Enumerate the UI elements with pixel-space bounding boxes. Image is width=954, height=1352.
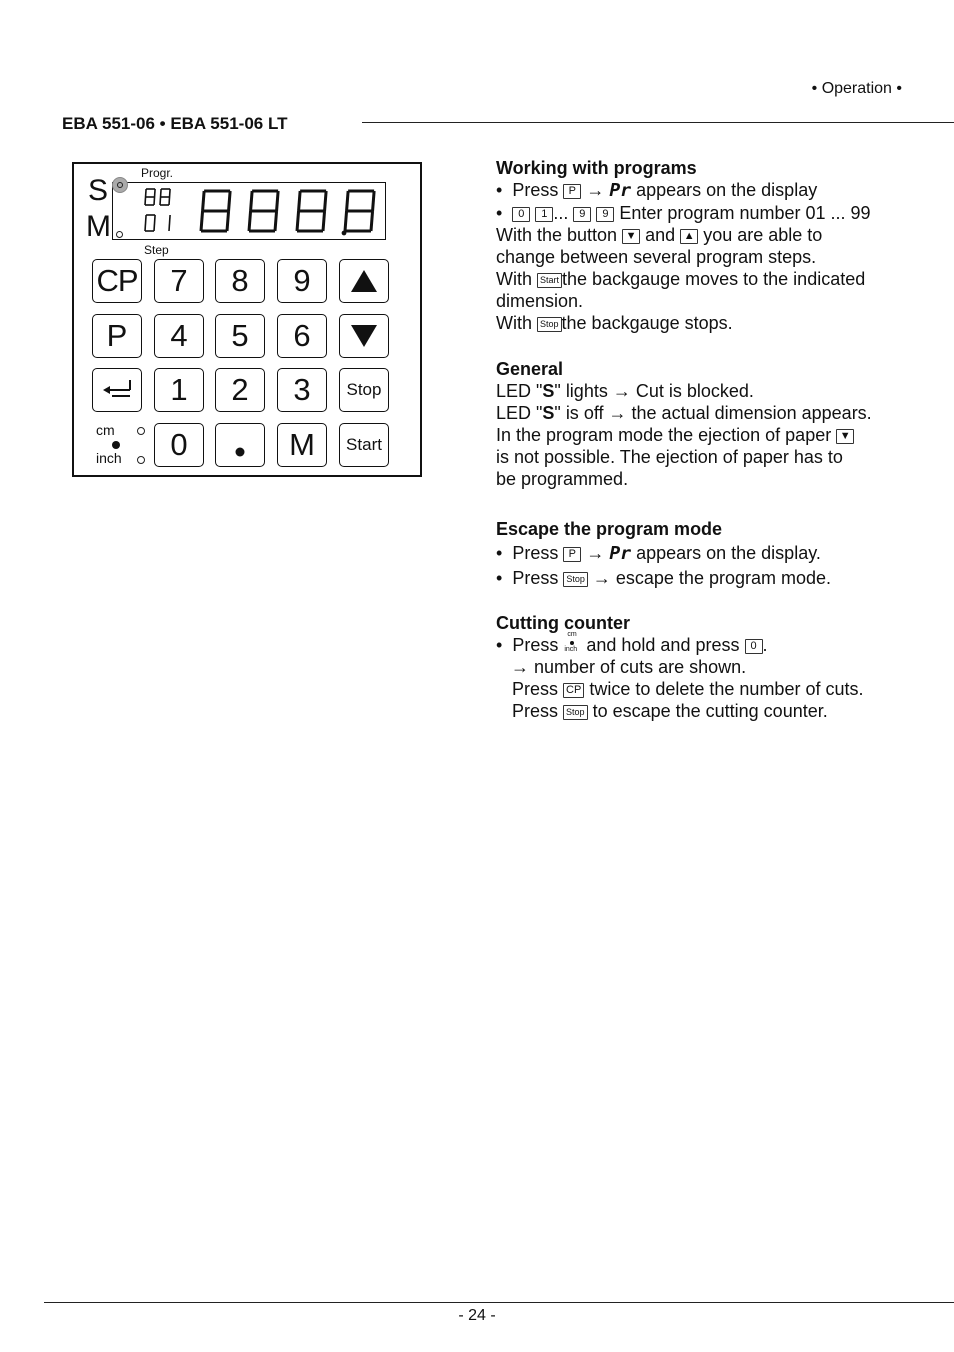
- ejection-text: In the program mode the ejection of paper: [496, 425, 832, 445]
- general-section: [496, 358, 916, 490]
- decimal-key[interactable]: [215, 423, 265, 467]
- counter-line-3: [496, 678, 916, 700]
- led-text-2: LED ": [496, 403, 543, 423]
- escape-line-2: • Press Stop → escape the program mode.: [496, 568, 832, 588]
- key-1-symbol: 1: [535, 207, 553, 222]
- key-6[interactable]: 6: [277, 314, 327, 358]
- is-off-text: " is off: [554, 403, 604, 423]
- down-key-symbol-2: ▼: [836, 429, 854, 444]
- stop-key-symbol: Stop: [537, 317, 562, 332]
- working-line-2: • 0 1 ... 9 9 Enter program number 01 ... 99: [496, 203, 871, 223]
- stops-text: the backgauge stops.: [561, 313, 733, 333]
- led-s-icon: [112, 177, 128, 193]
- progr-label: Progr.: [141, 166, 174, 180]
- cp-key-symbol: CP: [563, 683, 584, 698]
- cm-led-icon: [137, 427, 145, 435]
- display-digits: [113, 183, 385, 239]
- moves-text: the backgauge moves to the indicated: [562, 269, 866, 289]
- display-small-top-digit: [160, 189, 170, 205]
- appears-text: appears on the display: [636, 180, 818, 200]
- appears-text-2: appears on the display.: [636, 543, 821, 563]
- step-label: Step: [144, 243, 169, 257]
- escape-line-1: • Press P → Pr appears on the display.: [496, 543, 821, 564]
- control-panel: [72, 162, 422, 477]
- footer-rule: [44, 1302, 954, 1303]
- s-bold-text: S: [542, 381, 555, 401]
- actual-dimension-text: the actual dimension appears.: [631, 403, 872, 423]
- unit-cm-label: cm: [96, 422, 115, 438]
- display-small-bottom-digit: [169, 215, 170, 231]
- key-8[interactable]: 8: [215, 259, 265, 303]
- enter-program-text: Enter program number 01 ... 99: [619, 203, 871, 223]
- key-7[interactable]: 7: [154, 259, 204, 303]
- cp-key[interactable]: CP: [92, 259, 142, 303]
- counter-heading: Cutting counter: [496, 613, 630, 633]
- s-label: S: [88, 174, 109, 207]
- display-big-digit: [345, 191, 374, 231]
- unit-inch-small: inch: [564, 646, 578, 653]
- enter-icon: [100, 378, 134, 402]
- stop-key-symbol-3: Stop: [563, 705, 588, 720]
- stop-key-symbol-2: Stop: [563, 572, 588, 587]
- escape-heading: Escape the program mode: [496, 519, 723, 539]
- enter-key[interactable]: [92, 368, 142, 412]
- escape-section: [496, 518, 916, 589]
- arrow-right-icon: →: [586, 180, 605, 200]
- display-decimal-point: [342, 231, 345, 234]
- unit-toggle-dot-icon[interactable]: [112, 441, 120, 449]
- p-key-symbol: P: [563, 184, 581, 199]
- general-line-2: [496, 402, 916, 424]
- pr-display-symbol-2: Pr: [609, 543, 632, 564]
- counter-section: [496, 612, 916, 722]
- press-text-4: Press: [512, 635, 559, 655]
- up-key[interactable]: [339, 259, 389, 303]
- working-line-3: [496, 224, 916, 246]
- display-small-top-digit: [145, 189, 155, 205]
- working-line-1: • Press P → Pr appears on the display: [496, 180, 818, 201]
- s-bold-text-2: S: [542, 403, 555, 423]
- led-text: LED ": [496, 381, 543, 401]
- key-1[interactable]: 1: [154, 368, 204, 412]
- p-key-symbol-2: P: [563, 547, 581, 562]
- product-title: EBA 551-06 • EBA 551-06 LT: [62, 114, 288, 133]
- escape-counter-text: to escape the cutting counter.: [592, 701, 828, 721]
- down-key[interactable]: [339, 314, 389, 358]
- led-m-icon: [116, 231, 123, 238]
- m-label: M: [86, 210, 111, 243]
- unit-inch-label: inch: [96, 450, 122, 466]
- press-text-2: Press: [512, 543, 559, 563]
- working-line-7: [496, 312, 916, 334]
- working-section: [496, 157, 916, 334]
- arrow-right-icon: →: [592, 568, 611, 588]
- working-line-5: [496, 268, 916, 290]
- key-4[interactable]: 4: [154, 314, 204, 358]
- and-text: and: [645, 225, 676, 245]
- unit-key-symbol: [563, 631, 581, 655]
- general-line-1: [496, 380, 916, 402]
- unit-dot-small-icon: [570, 641, 574, 645]
- arrow-right-icon: →: [586, 543, 605, 563]
- press-text: Press: [512, 180, 559, 200]
- delete-cuts-text: twice to delete the number of cuts.: [589, 679, 864, 699]
- general-heading: General: [496, 359, 564, 379]
- press-text-6: Press: [512, 701, 559, 721]
- start-key-symbol: Start: [537, 273, 562, 288]
- press-text-5: Press: [512, 679, 559, 699]
- dot-icon: [233, 430, 247, 460]
- able-to-text: you are able to: [703, 225, 823, 245]
- hold-press-text: and hold and press: [586, 635, 740, 655]
- m-key[interactable]: M: [277, 423, 327, 467]
- key-9[interactable]: 9: [277, 259, 327, 303]
- seven-segment-display: [112, 182, 386, 240]
- up-arrow-icon: [349, 268, 379, 294]
- start-key[interactable]: Start: [339, 423, 389, 467]
- arrow-right-icon: →: [608, 403, 627, 423]
- key-5[interactable]: 5: [215, 314, 265, 358]
- key-0-symbol-2: 0: [745, 639, 763, 654]
- up-key-symbol: ▲: [680, 229, 698, 244]
- section-label: • Operation •: [811, 80, 902, 97]
- lights-text: " lights: [554, 381, 608, 401]
- with-text-2: With: [496, 313, 532, 333]
- with-button-text: With the button: [496, 225, 618, 245]
- with-text: With: [496, 269, 532, 289]
- key-3[interactable]: 3: [277, 368, 327, 412]
- key-0-symbol: 0: [512, 207, 530, 222]
- key-9-symbol-2: 9: [596, 207, 614, 222]
- down-key-symbol: ▼: [622, 229, 640, 244]
- stop-key[interactable]: Stop: [339, 368, 389, 412]
- working-heading: Working with programs: [496, 158, 697, 178]
- display-small-bottom-digit: [145, 215, 155, 231]
- display-big-digit: [201, 191, 230, 231]
- working-line-4: change between several program steps.: [496, 247, 817, 267]
- key-2[interactable]: 2: [215, 368, 265, 412]
- inch-led-icon: [137, 456, 145, 464]
- counter-line-2: [496, 656, 916, 678]
- counter-line-1: • Press cm inch and hold and press 0 .: [496, 631, 768, 655]
- press-text-3: Press: [512, 568, 559, 588]
- cuts-shown-text: number of cuts are shown.: [534, 657, 747, 677]
- general-line-3: [496, 424, 916, 446]
- counter-line-4: [496, 700, 916, 722]
- p-key[interactable]: P: [92, 314, 142, 358]
- working-line-6: dimension.: [496, 291, 584, 311]
- title-rule: [362, 122, 954, 123]
- escape-mode-text: escape the program mode.: [615, 568, 832, 588]
- down-arrow-icon: [349, 323, 379, 349]
- pr-display-symbol: Pr: [609, 180, 632, 201]
- arrow-right-icon: →: [612, 381, 631, 401]
- display-big-digit: [249, 191, 278, 231]
- unit-cm-small: cm: [567, 631, 577, 638]
- page-number: - 24 -: [458, 1307, 496, 1324]
- cut-blocked-text: Cut is blocked.: [635, 381, 754, 401]
- key-0[interactable]: 0: [154, 423, 204, 467]
- general-line-4: is not possible. The ejection of paper has to: [496, 447, 843, 467]
- display-big-digit: [297, 191, 326, 231]
- key-9-symbol: 9: [573, 207, 591, 222]
- ellipsis-text: ...: [553, 203, 569, 223]
- general-line-5: be programmed.: [496, 469, 629, 489]
- arrow-right-icon: →: [511, 657, 529, 677]
